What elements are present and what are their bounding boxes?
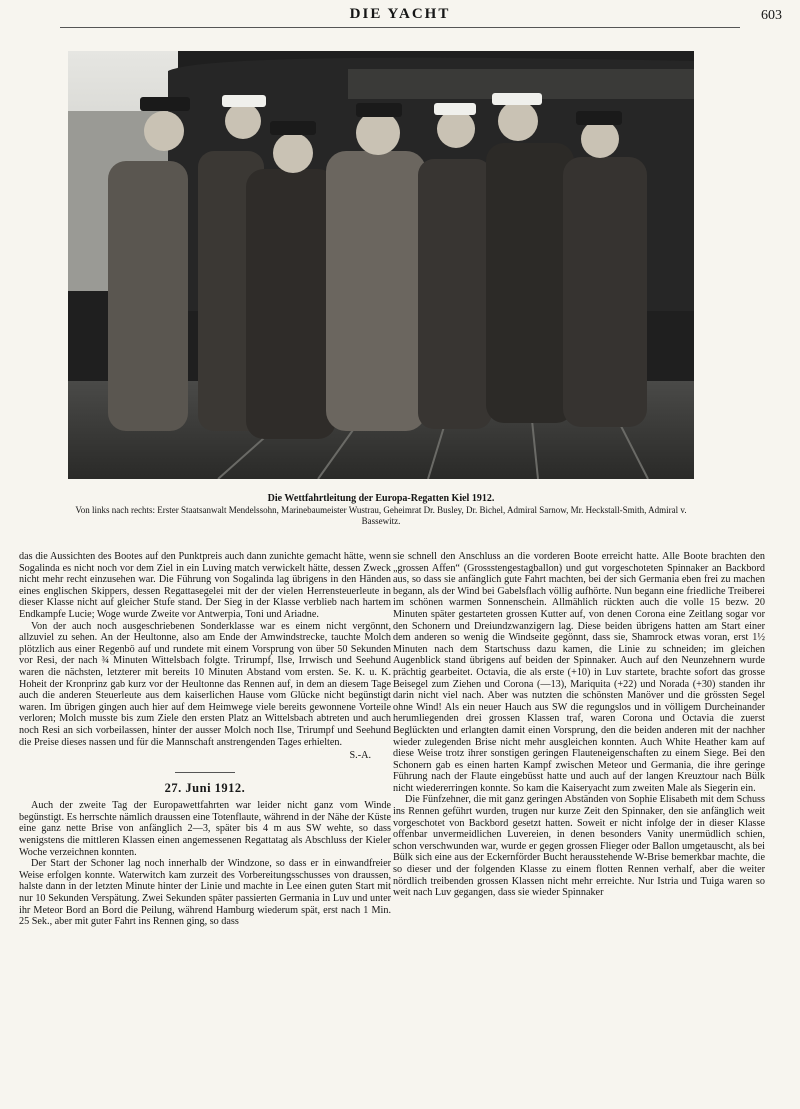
paragraph: Von der auch noch ausgeschriebenen Sonderklasse war es einem nicht vergönnt, allzuviel zu sehen. An der Heultonne, also am Ende der Amwindstrecke, tauchte Molch plötzlich aus einer Regenbö auf und rundete mit einem Vorsprung von über 50 Sekunden vor Resi, der nach ¾ Minuten Wittelsbach folgte. Trirumpf, Ilse, Irrwisch und Seehund waren die nächsten, letzterer mit bereits 10 Minuten Abstand vom ersten. Se. K. u. K. Hoheit der Kronprinz gab kurz vor der Heultonne das Rennen auf, in dem an diesem Tage auch die anderen Steuerleute aus dem kaiserlichen Hause vom Glücke nicht begünstigt waren. Im übrigen gingen auch hier auf dem Heimwege viele bereits gewonnene Vorteile verloren; Molch musste bis zum Ziele den ersten Platz an Wittelsbach abtreten und auch noch Resi an sich vorbeilassen, hinter der ausser Molch noch Ilse, Trirumpf und Seehund die Preise dieses nassen und für die Mannschaft anstrengenden Tages erhielten. — [19, 620, 391, 748]
author-signature: S.-A. — [349, 750, 371, 762]
photo-illustration — [68, 51, 694, 479]
caption-title: Die Wettfahrtleitung der Europa-Regatten Kiel 1912. — [267, 493, 495, 504]
left-column — [19, 551, 391, 928]
photo-caption — [68, 493, 694, 527]
running-title: DIE YACHT — [349, 6, 451, 22]
header-rule — [60, 27, 740, 28]
section-heading: 27. Juni 1912. — [164, 780, 246, 795]
group-photograph — [68, 51, 694, 479]
caption-text: Von links nach rechts: Erster Staatsanwalt Mendelssohn, Marinebaumeister Wustrau, Geheimrat Dr. Busley, Dr. Bichel, Admiral Sarnow, Mr. Heckstall-Smith, Admiral v. Bassewitz. — [75, 505, 687, 526]
paragraph: das die Aussichten des Bootes auf den Punktpreis auch dann zunichte gemacht hätte, wenn Sogalinda es nicht noch vor dem Ziel in ein Luving match verwickelt hätte, dessen Zweck nicht mehr recht einzusehen war. Die Führung von Sogalinda lag übrigens in den Händen eines englischen Skippers, dessen Regattasegelei mit der der vielen Herrensteuerleute in dieser Klasse nicht auf gleicher Stufe stand. Der Sieg in der Klasse verblieb nach hartem Endkampfe Lucie; Woge wurde Zweite vor Antwerpia, Toni und Ariadne. — [19, 551, 391, 620]
paragraph: sie schnell den Anschluss an die vorderen Boote erreicht hatte. Alle Boote brachten den „grossen Affen“ (Grossstengestagballon) und gut vorgeschoteten Spinnaker an Backbord aus, so dass sie anfänglich gute Fahrt machten, bei der sich Germania eben frei zu machen begann, als der Wind bei Gabelsflach völlig aufhörte. Nun begann eine friedliche Treiberei im schönen warmen Sonnenschein. Allmählich rückten auch die volle 15 bezw. 20 Minuten später gestarteten grossen Kutter auf, von denen Corona eine Zeitlang sogar vor den Schonern und Dreiundzwanzigern lag. Diese beiden übrigens hatten am Start einer dem anderen so wenig die Windseite gegönnt, dass sie, Shamrock etwas voran, erst 1½ Minuten nach dem Startschuss dazu kamen, die Linie zu schneiden; im gleichen Augenblick stand übrigens auf beiden der Spinnaker. Auch auf den Neunzehnern wurde prächtig gearbeitet. Octavia, die als erste (+10) in Luv startete, brachte sofort das grosse Beisegel zum Ziehen und Corona (—13), Mariquita (+22) und Norada (+30) standen ihr darin nicht viel nach. Aber was nutzten die schönsten Manöver und die grössten Segel ohne Wind! Als ein neuer Hauch aus SW die regungslos und in völligem Durcheinander herumliegenden drei grossen Klassen traf, waren Corona und Octavia die zuerst Beglückten und erlangten damit einen Vorsprung, den die beiden anderen mit der nachher wieder zulegenden Brise nicht mehr ausgleichen konnten. Auch White Heather kam auf diese Weise trotz ihrer sonstigen geringen Flauteneigenschaften zu einem Siege. Bei den Schonern gab es einen harten Kampf zwischen Meteor und Germania, die ihre geringe Führung nach der Flaute eingebüsst hatte und auch auf der langen Kreuztour nach Bülk nicht wiedererringen konnte. So kam die Kaiseryacht zum zweiten Male als Siegerin ein. — [393, 551, 765, 794]
paragraph: Auch der zweite Tag der Europawettfahrten war leider nicht ganz vom Winde begünstigt. Es herrschte nämlich draussen eine Totenflaute, während in der Nähe der Küste eine ganz nette Brise von anfänglich 2—3, später bis 4 m aus SW wehte, so dass wenigstens die mittleren Klassen einen angemessenen Regattatag als Abschluss der Kieler Woche verzeichnen konnten. — [19, 800, 391, 858]
right-column — [393, 551, 765, 899]
paragraph: Der Start der Schoner lag noch innerhalb der Windzone, so dass er in einwandfreier Weise erfolgen konnte. Waterwitch kam zurzeit des Vorbereitungsschusses von draussen, halste dann in der letzten Minute hinter der Linie und machte in Lee einen guten Start mit nur 10 Sekunden Verspätung. Zwei Sekunden später passierten Germania in Luv und unter ihr Meteor Bord an Bord die Peilung, während Hamburg wiederum spät, erst nach 1 Min. 25 Sek., aber mit guter Fahrt ins Rennen ging, so dass — [19, 858, 391, 928]
paragraph: Die Fünfzehner, die mit ganz geringen Abständen von Sophie Elisabeth mit dem Schuss ins Rennen geführt wurden, trugen nur kurze Zeit den Spinnaker, den sie anfänglich weit vorgeschotet von Backbord gesetzt hatten. Soweit er nicht infolge der in dieser Klasse offenbar unvermeidlichen Luvereien, in denen besonders Vanity unermüdlich schien, schon verschwunden war, wurde er gegen grossen Flieger oder Ballon umgetauscht, als bei Bülk sich eine aus der Eckernförder Bucht herausstehende W-Brise bemerkbar machte, die so dieser und der folgenden Klasse zu einem flotten Rennen verhalf, aber die weiter nördlich treibenden grossen Klassen nicht mehr erreichte. Nur Istria und Tuiga waren so weit nach Luv gegangen, dass sie wieder Spinnaker — [393, 794, 765, 899]
page-number: 603 — [761, 8, 782, 23]
section-divider — [175, 772, 235, 773]
